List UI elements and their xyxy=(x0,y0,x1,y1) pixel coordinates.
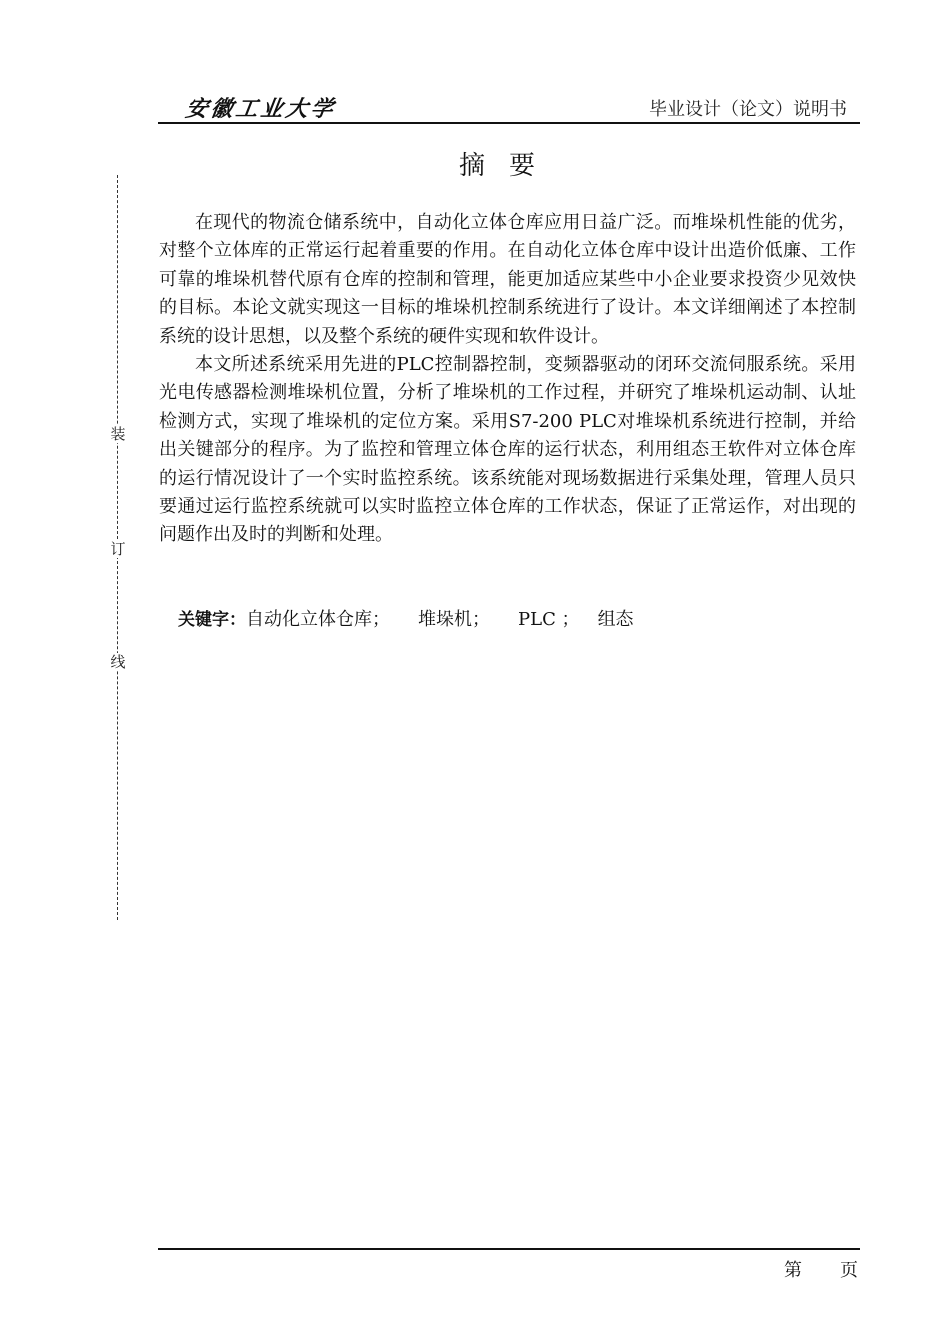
footer-divider xyxy=(158,1248,860,1250)
abstract-body xyxy=(159,209,856,550)
keyword-item: PLC ； xyxy=(518,609,580,630)
binding-label-xian: 线 xyxy=(110,653,126,671)
keywords-label: 关键字： xyxy=(178,610,246,630)
page-prefix: 第 xyxy=(784,1260,802,1281)
school-logo-text: 安徽工业大学 xyxy=(183,96,338,122)
abstract-paragraph: 在现代的物流仓储系统中，自动化立体仓库应用日益广泛。而堆垛机性能的优劣，对整个立体库的正常运行起着重要的作用。在自动化立体仓库中设计出造价低廉、工作可靠的堆垛机替代原有仓库的控制和管理，能更加适应某些中小企业要求投资少见效快的目标。本论文就实现这一目标的堆垛机控制系统进行了设计。本文详细阐述了本控制系统的设计思想，以及整个系统的硬件实现和软件设计。 xyxy=(159,212,856,347)
page-number xyxy=(784,1256,858,1282)
binding-label-ding: 订 xyxy=(110,540,126,558)
binding-label-zhuang: 装 xyxy=(110,425,126,443)
binding-margin xyxy=(110,175,126,920)
keyword-item: 堆垛机； xyxy=(418,609,490,630)
header-divider xyxy=(158,122,860,124)
abstract-title: 摘要 xyxy=(458,151,559,181)
document-type-heading: 毕业设计（论文）说明书 xyxy=(649,99,847,120)
keywords-line xyxy=(178,605,634,631)
keyword-item: 组态 xyxy=(597,609,634,630)
page-suffix: 页 xyxy=(840,1260,858,1281)
keyword-item: 自动化立体仓库； xyxy=(246,609,390,630)
abstract-paragraph: 本文所述系统采用先进的PLC控制器控制，变频器驱动的闭环交流伺服系统。采用光电传感器检测堆垛机位置，分析了堆垛机的工作过程，并研究了堆垛机运动制、认址检测方式，实现了堆垛机的定位方案。采用S7-200 PLC对堆垛机系统进行控制，并给出关键部分的程序。为了监控和管理立体仓库的运行状态，利用组态王软件对立体仓库的运行情况设计了一个实时监控系统。该系统能对现场数据进行采集处理，管理人员只要通过运行监控系统就可以实时监控立体仓库的工作状态，保证了正常运作，对出现的问题作出及时的判断和处理。 xyxy=(159,354,856,546)
